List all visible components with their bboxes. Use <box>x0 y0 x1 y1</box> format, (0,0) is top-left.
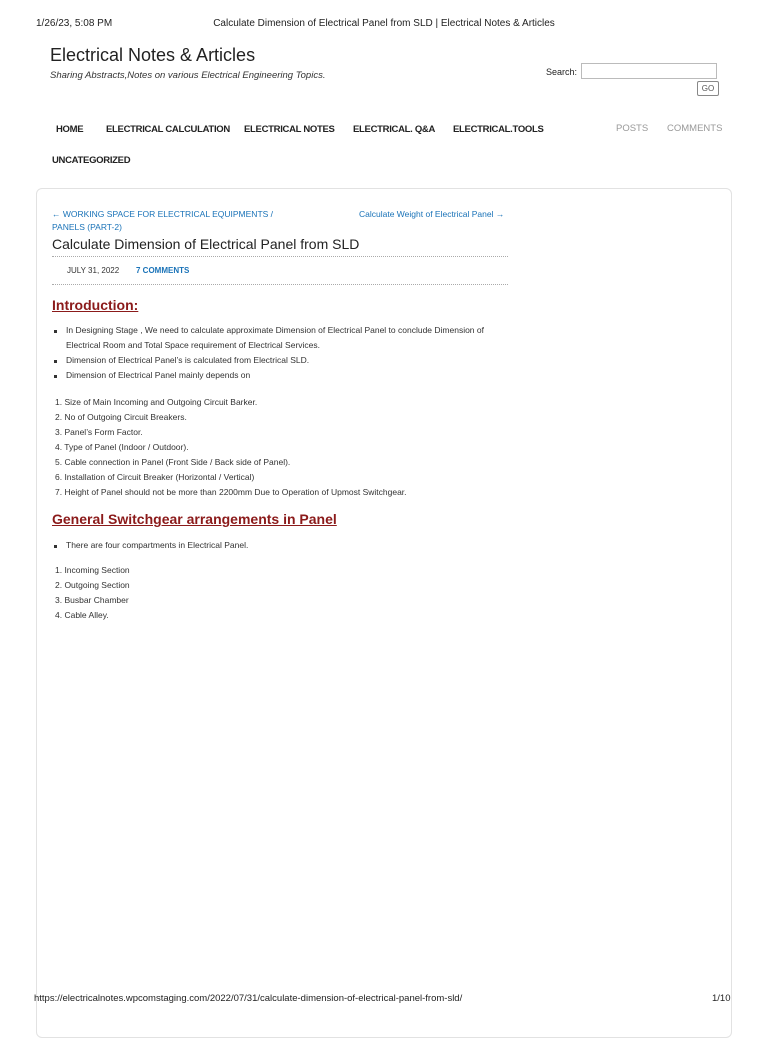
nav-item-home[interactable]: HOME <box>56 124 84 135</box>
nav-comments-feed[interactable]: COMMENTS <box>667 123 723 134</box>
introduction-heading: Introduction: <box>52 297 139 313</box>
title-divider <box>52 256 508 257</box>
list-item: 2. No of Outgoing Circuit Breakers. <box>55 412 187 422</box>
next-post-link[interactable]: Calculate Weight of Electrical Panel → <box>359 209 505 219</box>
intro-bullet-list <box>52 323 512 383</box>
meta-divider <box>52 284 508 285</box>
nav-item-electrical-tools[interactable]: ELECTRICAL.TOOLS <box>453 124 544 135</box>
list-item: Dimension of Electrical Panel’s is calculated from Electrical SLD. <box>52 353 512 368</box>
search-input[interactable] <box>581 63 717 79</box>
intro-numbered-list <box>55 395 407 500</box>
list-item: In Designing Stage , We need to calculate approximate Dimension of Electrical Panel to conclude Dimension of Electrical Room and Total Space requirement of Electrical Services. <box>52 323 512 353</box>
list-item: 6. Installation of Circuit Breaker (Horizontal / Vertical) <box>55 472 255 482</box>
page-number: 1/10 <box>712 993 731 1004</box>
site-title[interactable]: Electrical Notes & Articles <box>50 45 256 65</box>
nav-item-electrical-qa[interactable]: ELECTRICAL. Q&A <box>353 124 436 135</box>
list-item: 1. Size of Main Incoming and Outgoing Circuit Barker. <box>55 397 258 407</box>
list-item: There are four compartments in Electrical Panel. <box>52 538 512 553</box>
previous-post-link[interactable]: ← WORKING SPACE FOR ELECTRICAL EQUIPMENTS / PANELS (PART-2) <box>52 209 274 232</box>
nav-item-uncategorized[interactable]: UNCATEGORIZED <box>52 155 131 166</box>
print-datetime: 1/26/23, 5:08 PM <box>36 18 113 29</box>
search-go-button[interactable]: GO <box>697 81 719 96</box>
list-item: Dimension of Electrical Panel mainly depends on <box>52 368 512 383</box>
print-page-title: Calculate Dimension of Electrical Panel from SLD | Electrical Notes & Articles <box>213 18 555 29</box>
list-item: 1. Incoming Section <box>55 565 130 575</box>
list-item: 5. Cable connection in Panel (Front Side / Back side of Panel). <box>55 457 291 467</box>
list-item: 4. Type of Panel (Indoor / Outdoor). <box>55 442 189 452</box>
post-title: Calculate Dimension of Electrical Panel from SLD <box>52 236 360 252</box>
list-item: 2. Outgoing Section <box>55 580 130 590</box>
nav-item-electrical-notes[interactable]: ELECTRICAL NOTES <box>244 124 335 135</box>
list-item: 3. Busbar Chamber <box>55 595 129 605</box>
switchgear-heading: General Switchgear arrangements in Panel <box>52 511 337 527</box>
post-date: JULY 31, 2022 <box>67 266 120 275</box>
site-tagline: Sharing Abstracts,Notes on various Electrical Engineering Topics. <box>50 70 326 81</box>
switchgear-bullet-list <box>52 538 512 553</box>
nav-item-electrical-calculation[interactable]: ELECTRICAL CALCULATION <box>106 124 230 135</box>
nav-posts-feed[interactable]: POSTS <box>616 123 649 134</box>
list-item: 3. Panel’s Form Factor. <box>55 427 143 437</box>
list-item: 7. Height of Panel should not be more than 2200mm Due to Operation of Upmost Switchgear. <box>55 487 407 497</box>
content-area <box>36 188 732 1038</box>
comments-link[interactable]: 7 COMMENTS <box>136 266 190 275</box>
footer-url: https://electricalnotes.wpcomstaging.com/2022/07/31/calculate-dimension-of-electrical-panel-from-sld/ <box>34 993 463 1004</box>
search-label: Search: <box>546 67 578 77</box>
switchgear-numbered-list <box>55 563 130 623</box>
list-item: 4. Cable Alley. <box>55 610 109 620</box>
